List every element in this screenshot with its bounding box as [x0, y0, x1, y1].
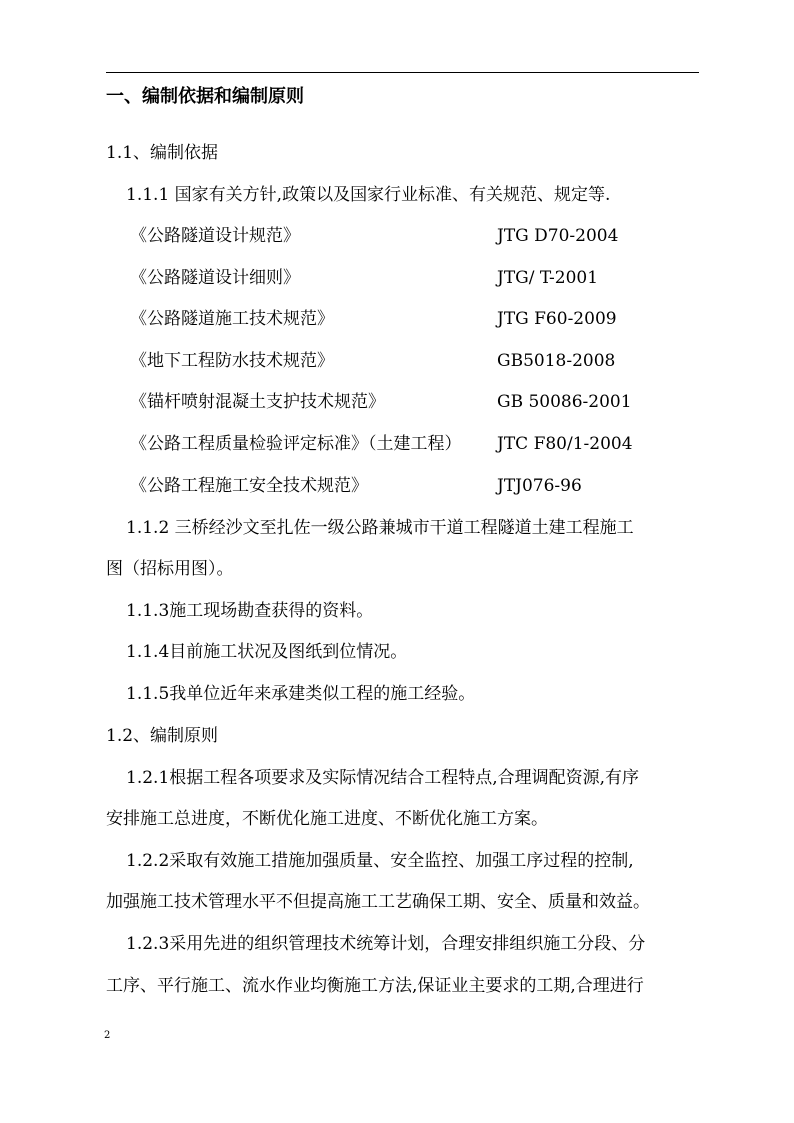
- reference-title: 《公路隧道施工技术规范》: [130, 309, 334, 329]
- reference-title: 《公路工程施工安全技术规范》: [130, 476, 368, 496]
- reference-code: JTJ076-96: [497, 476, 582, 496]
- item-1-2-1-line1: 1.2.1根据工程各项要求及实际情况结合工程特点,合理调配资源,有序: [126, 768, 640, 788]
- item-1-2-3-line2: 工序、平行施工、流水作业均衡施工方法,保证业主要求的工期,合理进行: [106, 976, 644, 996]
- reference-title: 《公路隧道设计规范》: [130, 226, 300, 246]
- reference-code: JTC F80/1-2004: [497, 434, 633, 454]
- item-1-2-2-line2: 加强施工技术管理水平不但提高施工工艺确保工期、安全、质量和效益。: [106, 892, 650, 912]
- item-1-1-2-line1: 1.1.2 三桥经沙文至扎佐一级公路兼城市干道工程隧道土建工程施工: [126, 518, 634, 538]
- reference-code: JTG/ T-2001: [497, 268, 599, 288]
- header-rule: [106, 72, 699, 73]
- item-1-1-5: 1.1.5我单位近年来承建类似工程的施工经验。: [126, 684, 476, 704]
- item-1-1-1: 1.1.1 国家有关方针,政策以及国家行业标准、有关规范、规定等.: [126, 185, 611, 205]
- basis-heading: 1.1、编制依据: [106, 143, 219, 163]
- reference-title: 《地下工程防水技术规范》: [130, 351, 334, 371]
- reference-title: 《锚杆喷射混凝土支护技术规范》: [130, 392, 385, 412]
- item-1-2-2-line1: 1.2.2采取有效施工措施加强质量、安全监控、加强工序过程的控制,: [126, 851, 634, 871]
- principles-heading: 1.2、编制原则: [106, 726, 219, 746]
- reference-code: GB5018-2008: [497, 351, 616, 371]
- reference-code: JTG F60-2009: [497, 309, 617, 329]
- item-1-1-2-line2: 图（招标用图）。: [106, 559, 234, 579]
- item-1-2-1-line2: 安排施工总进度，不断优化施工进度、不断优化施工方案。: [106, 809, 548, 829]
- reference-code: GB 50086-2001: [497, 392, 632, 412]
- item-1-2-3-line1: 1.2.3采用先进的组织管理技术统筹计划，合理安排组织施工分段、分: [126, 934, 646, 954]
- section-title: 一、编制依据和编制原则: [106, 86, 304, 107]
- reference-title: 《公路工程质量检验评定标准》（土建工程）: [130, 434, 462, 454]
- page-number: 2: [104, 1030, 111, 1041]
- reference-code: JTG D70-2004: [497, 226, 619, 246]
- item-1-1-3: 1.1.3施工现场勘查获得的资料。: [126, 601, 374, 621]
- reference-title: 《公路隧道设计细则》: [130, 268, 300, 288]
- item-1-1-4: 1.1.4目前施工状况及图纸到位情况。: [126, 642, 408, 662]
